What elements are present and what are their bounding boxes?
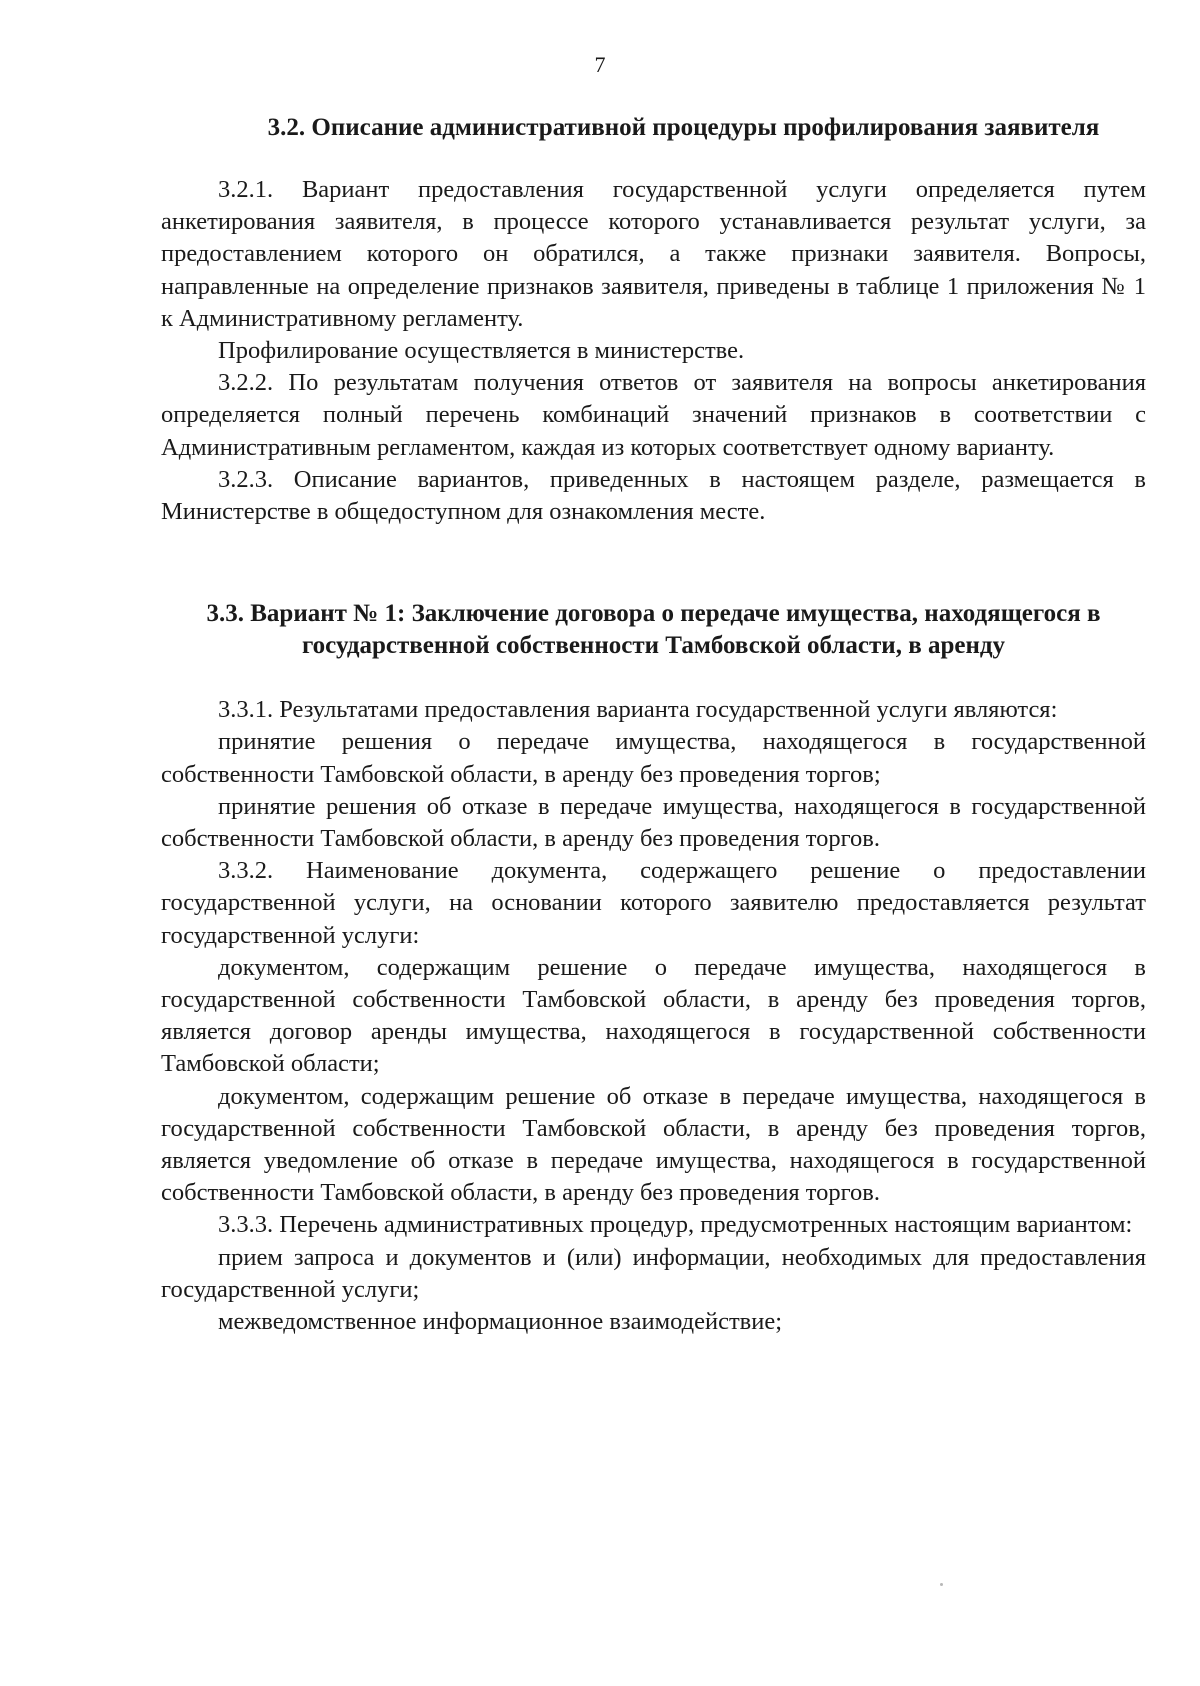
page-number: 7 [594,52,606,77]
section-3-3-heading: 3.3. Вариант № 1: Заключение договора о передаче имущества, находящегося в государственной собственности Тамбовской области, в аренду [206,600,1101,660]
section-3-2-heading: 3.2. Описание административной процедуры профилирования заявителя [267,114,1100,141]
paragraph-document-lease-contract: документом, содержащим решение о передаче имущества, находящегося в государственной собственности Тамбовской области, в аренду без проведения торгов, является договор аренды имущества, находящегося в государственной собственности Тамбовской области; [161,953,1146,1078]
paragraph-document-refusal-notice: документом, содержащим решение об отказе в передаче имущества, находящегося в государственной собственности Тамбовской области, в аренду без проведения торгов, является уведомление об отказе в передаче имущества, находящегося в государственной собственности Тамбовской области, в аренду без проведения торгов. [161,1082,1146,1207]
paragraph-3-2-1: 3.2.1. Вариант предоставления государственной услуги определяется путем анкетирования заявителя, в процессе которого устанавливается результат услуги, за предоставлением которого он обратился, а также признаки заявителя. Вопросы, направленные на определение признаков заявителя, приведены в таблице 1 приложения № 1 к Административному регламенту. [161,176,1146,332]
paragraph-procedure-request: прием запроса и документов и (или) информации, необходимых для предоставления государственной услуги; [161,1243,1146,1303]
scan-speck [940,1583,943,1586]
paragraph-procedure-interagency: межведомственное информационное взаимодействие; [218,1308,783,1336]
document-body [161,112,1146,1338]
paragraph-3-2-3: 3.2.3. Описание вариантов, приведенных в настоящем разделе, размещается в Министерстве в общедоступном для ознакомления месте. [161,465,1146,526]
paragraph-3-3-2: 3.3.2. Наименование документа, содержащего решение о предоставлении государственной услуги, на основании которого заявителю предоставляется результат государственной услуги: [161,857,1146,949]
paragraph-3-3-1: 3.3.1. Результатами предоставления варианта государственной услуги являются: [218,696,1058,724]
paragraph-result-refusal: принятие решения об отказе в передаче имущества, находящегося в государственной собственности Тамбовской области, в аренду без проведения торгов. [161,792,1146,853]
paragraph-3-3-3: 3.3.3. Перечень административных процедур, предусмотренных настоящим вариантом: [218,1211,1133,1239]
paragraph-profiling: Профилирование осуществляется в министерстве. [218,337,745,365]
paragraph-result-approval: принятие решения о передаче имущества, находящегося в государственной собственности Тамбовской области, в аренду без проведения торгов; [161,728,1146,788]
paragraph-3-2-2: 3.2.2. По результатам получения ответов от заявителя на вопросы анкетирования определяется полный перечень комбинаций значений признаков в соответствии с Административным регламентом, каждая из которых соответствует одному варианту. [161,369,1146,461]
